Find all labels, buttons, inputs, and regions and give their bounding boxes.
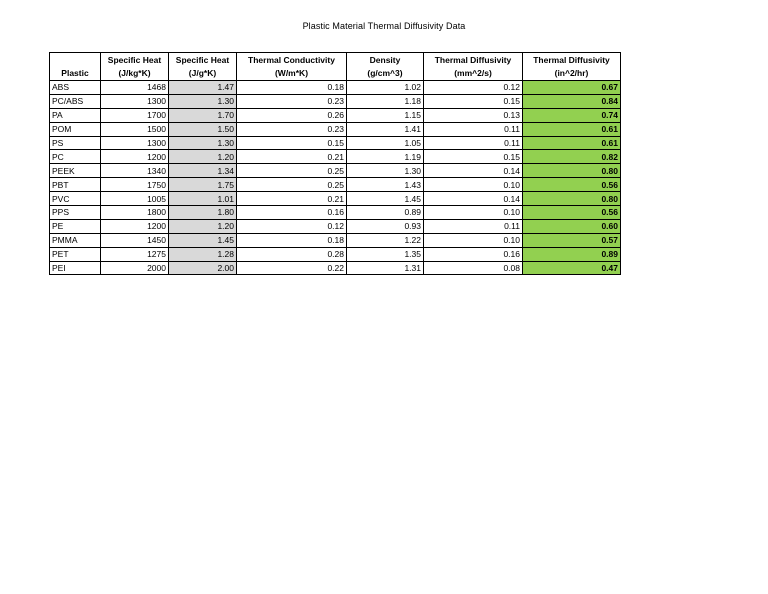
cell-plastic[interactable]: PPS bbox=[50, 206, 101, 220]
cell-specific-heat-kg[interactable]: 1300 bbox=[101, 94, 169, 108]
cell-thermal-diffusivity-mm[interactable]: 0.12 bbox=[424, 81, 523, 95]
cell-specific-heat-g[interactable]: 1.50 bbox=[169, 122, 237, 136]
cell-plastic[interactable]: POM bbox=[50, 122, 101, 136]
cell-thermal-conductivity[interactable]: 0.22 bbox=[237, 261, 347, 275]
header-specific-heat-kg[interactable]: Specific Heat (J/kg*K) bbox=[101, 53, 169, 81]
cell-plastic[interactable]: PC/ABS bbox=[50, 94, 101, 108]
cell-thermal-conductivity[interactable]: 0.23 bbox=[237, 122, 347, 136]
cell-thermal-diffusivity-mm[interactable]: 0.10 bbox=[424, 206, 523, 220]
header-plastic[interactable]: Plastic bbox=[50, 53, 101, 81]
header-thermal-conductivity[interactable]: Thermal Conductivity (W/m*K) bbox=[237, 53, 347, 81]
cell-thermal-conductivity[interactable]: 0.28 bbox=[237, 247, 347, 261]
cell-thermal-conductivity[interactable]: 0.21 bbox=[237, 192, 347, 206]
cell-thermal-diffusivity-in[interactable]: 0.80 bbox=[523, 164, 621, 178]
cell-specific-heat-g[interactable]: 1.47 bbox=[169, 81, 237, 95]
table-row bbox=[50, 164, 621, 178]
cell-density[interactable]: 1.41 bbox=[347, 122, 424, 136]
cell-thermal-diffusivity-mm[interactable]: 0.14 bbox=[424, 164, 523, 178]
cell-thermal-diffusivity-mm[interactable]: 0.10 bbox=[424, 178, 523, 192]
cell-specific-heat-kg[interactable]: 1200 bbox=[101, 150, 169, 164]
cell-specific-heat-g[interactable]: 1.70 bbox=[169, 108, 237, 122]
cell-specific-heat-g[interactable]: 1.30 bbox=[169, 94, 237, 108]
cell-specific-heat-kg[interactable]: 1700 bbox=[101, 108, 169, 122]
cell-density[interactable]: 1.30 bbox=[347, 164, 424, 178]
cell-thermal-diffusivity-in[interactable]: 0.47 bbox=[523, 261, 621, 275]
cell-specific-heat-g[interactable]: 1.20 bbox=[169, 150, 237, 164]
table-row bbox=[50, 94, 621, 108]
cell-thermal-diffusivity-in[interactable]: 0.67 bbox=[523, 81, 621, 95]
cell-thermal-conductivity[interactable]: 0.26 bbox=[237, 108, 347, 122]
cell-plastic[interactable]: PEI bbox=[50, 261, 101, 275]
cell-density[interactable]: 0.89 bbox=[347, 206, 424, 220]
cell-density[interactable]: 1.35 bbox=[347, 247, 424, 261]
cell-density[interactable]: 1.31 bbox=[347, 261, 424, 275]
cell-density[interactable]: 1.43 bbox=[347, 178, 424, 192]
cell-thermal-diffusivity-mm[interactable]: 0.16 bbox=[424, 247, 523, 261]
cell-thermal-diffusivity-mm[interactable]: 0.11 bbox=[424, 219, 523, 233]
cell-density[interactable]: 1.45 bbox=[347, 192, 424, 206]
cell-thermal-diffusivity-mm[interactable]: 0.08 bbox=[424, 261, 523, 275]
table-row bbox=[50, 206, 621, 220]
table-row bbox=[50, 136, 621, 150]
cell-specific-heat-g[interactable]: 1.34 bbox=[169, 164, 237, 178]
cell-density[interactable]: 1.15 bbox=[347, 108, 424, 122]
cell-thermal-diffusivity-in[interactable]: 0.84 bbox=[523, 94, 621, 108]
thermal-diffusivity-table bbox=[49, 52, 621, 275]
cell-thermal-conductivity[interactable]: 0.15 bbox=[237, 136, 347, 150]
cell-thermal-diffusivity-mm[interactable]: 0.11 bbox=[424, 136, 523, 150]
cell-thermal-diffusivity-in[interactable]: 0.80 bbox=[523, 192, 621, 206]
table-row bbox=[50, 108, 621, 122]
cell-thermal-diffusivity-mm[interactable]: 0.15 bbox=[424, 94, 523, 108]
cell-thermal-diffusivity-mm[interactable]: 0.14 bbox=[424, 192, 523, 206]
cell-thermal-diffusivity-in[interactable]: 0.89 bbox=[523, 247, 621, 261]
table-row bbox=[50, 192, 621, 206]
cell-specific-heat-g[interactable]: 1.01 bbox=[169, 192, 237, 206]
table-row bbox=[50, 247, 621, 261]
table-row bbox=[50, 219, 621, 233]
cell-specific-heat-kg[interactable]: 2000 bbox=[101, 261, 169, 275]
header-row bbox=[50, 53, 621, 81]
cell-thermal-diffusivity-mm[interactable]: 0.15 bbox=[424, 150, 523, 164]
cell-density[interactable]: 1.05 bbox=[347, 136, 424, 150]
header-thermal-diffusivity-mm[interactable]: Thermal Diffusivity (mm^2/s) bbox=[424, 53, 523, 81]
cell-thermal-diffusivity-mm[interactable]: 0.10 bbox=[424, 233, 523, 247]
cell-plastic[interactable]: PET bbox=[50, 247, 101, 261]
cell-plastic[interactable]: PVC bbox=[50, 192, 101, 206]
cell-thermal-diffusivity-in[interactable]: 0.82 bbox=[523, 150, 621, 164]
cell-specific-heat-kg[interactable]: 1005 bbox=[101, 192, 169, 206]
cell-thermal-conductivity[interactable]: 0.23 bbox=[237, 94, 347, 108]
table-row bbox=[50, 233, 621, 247]
cell-thermal-conductivity[interactable]: 0.21 bbox=[237, 150, 347, 164]
table-row bbox=[50, 150, 621, 164]
cell-thermal-conductivity[interactable]: 0.16 bbox=[237, 206, 347, 220]
cell-thermal-diffusivity-in[interactable]: 0.60 bbox=[523, 219, 621, 233]
cell-thermal-diffusivity-in[interactable]: 0.56 bbox=[523, 178, 621, 192]
cell-specific-heat-kg[interactable]: 1750 bbox=[101, 178, 169, 192]
table-row bbox=[50, 178, 621, 192]
cell-thermal-diffusivity-mm[interactable]: 0.11 bbox=[424, 122, 523, 136]
table-row bbox=[50, 122, 621, 136]
cell-density[interactable]: 1.18 bbox=[347, 94, 424, 108]
table-row bbox=[50, 261, 621, 275]
cell-specific-heat-kg[interactable]: 1468 bbox=[101, 81, 169, 95]
cell-density[interactable]: 1.19 bbox=[347, 150, 424, 164]
cell-thermal-diffusivity-in[interactable]: 0.57 bbox=[523, 233, 621, 247]
cell-density[interactable]: 1.22 bbox=[347, 233, 424, 247]
cell-plastic[interactable]: PC bbox=[50, 150, 101, 164]
cell-thermal-diffusivity-in[interactable]: 0.74 bbox=[523, 108, 621, 122]
header-density[interactable]: Density (g/cm^3) bbox=[347, 53, 424, 81]
cell-thermal-diffusivity-in[interactable]: 0.56 bbox=[523, 206, 621, 220]
cell-specific-heat-kg[interactable]: 1800 bbox=[101, 206, 169, 220]
cell-specific-heat-kg[interactable]: 1200 bbox=[101, 219, 169, 233]
cell-plastic[interactable]: PS bbox=[50, 136, 101, 150]
cell-specific-heat-kg[interactable]: 1450 bbox=[101, 233, 169, 247]
cell-specific-heat-g[interactable]: 2.00 bbox=[169, 261, 237, 275]
cell-plastic[interactable]: PMMA bbox=[50, 233, 101, 247]
cell-specific-heat-g[interactable]: 1.20 bbox=[169, 219, 237, 233]
cell-thermal-diffusivity-in[interactable]: 0.61 bbox=[523, 136, 621, 150]
sheet-title: Plastic Material Thermal Diffusivity Data bbox=[302, 21, 466, 31]
cell-thermal-conductivity[interactable]: 0.18 bbox=[237, 81, 347, 95]
cell-plastic[interactable]: PEEK bbox=[50, 164, 101, 178]
cell-plastic[interactable]: PE bbox=[50, 219, 101, 233]
cell-thermal-diffusivity-mm[interactable]: 0.13 bbox=[424, 108, 523, 122]
cell-specific-heat-g[interactable]: 1.28 bbox=[169, 247, 237, 261]
cell-thermal-conductivity[interactable]: 0.25 bbox=[237, 164, 347, 178]
cell-density[interactable]: 0.93 bbox=[347, 219, 424, 233]
cell-density[interactable]: 1.02 bbox=[347, 81, 424, 95]
header-specific-heat-g[interactable]: Specific Heat (J/g*K) bbox=[169, 53, 237, 81]
cell-specific-heat-g[interactable]: 1.45 bbox=[169, 233, 237, 247]
cell-specific-heat-g[interactable]: 1.75 bbox=[169, 178, 237, 192]
cell-specific-heat-kg[interactable]: 1340 bbox=[101, 164, 169, 178]
cell-specific-heat-kg[interactable]: 1500 bbox=[101, 122, 169, 136]
cell-specific-heat-kg[interactable]: 1275 bbox=[101, 247, 169, 261]
cell-thermal-conductivity[interactable]: 0.18 bbox=[237, 233, 347, 247]
cell-plastic[interactable]: PA bbox=[50, 108, 101, 122]
cell-specific-heat-g[interactable]: 1.30 bbox=[169, 136, 237, 150]
table-row bbox=[50, 81, 621, 95]
cell-thermal-diffusivity-in[interactable]: 0.61 bbox=[523, 122, 621, 136]
cell-plastic[interactable]: PBT bbox=[50, 178, 101, 192]
cell-thermal-conductivity[interactable]: 0.25 bbox=[237, 178, 347, 192]
cell-plastic[interactable]: ABS bbox=[50, 81, 101, 95]
cell-specific-heat-kg[interactable]: 1300 bbox=[101, 136, 169, 150]
cell-thermal-conductivity[interactable]: 0.12 bbox=[237, 219, 347, 233]
header-thermal-diffusivity-in[interactable]: Thermal Diffusivity (in^2/hr) bbox=[523, 53, 621, 81]
cell-specific-heat-g[interactable]: 1.80 bbox=[169, 206, 237, 220]
